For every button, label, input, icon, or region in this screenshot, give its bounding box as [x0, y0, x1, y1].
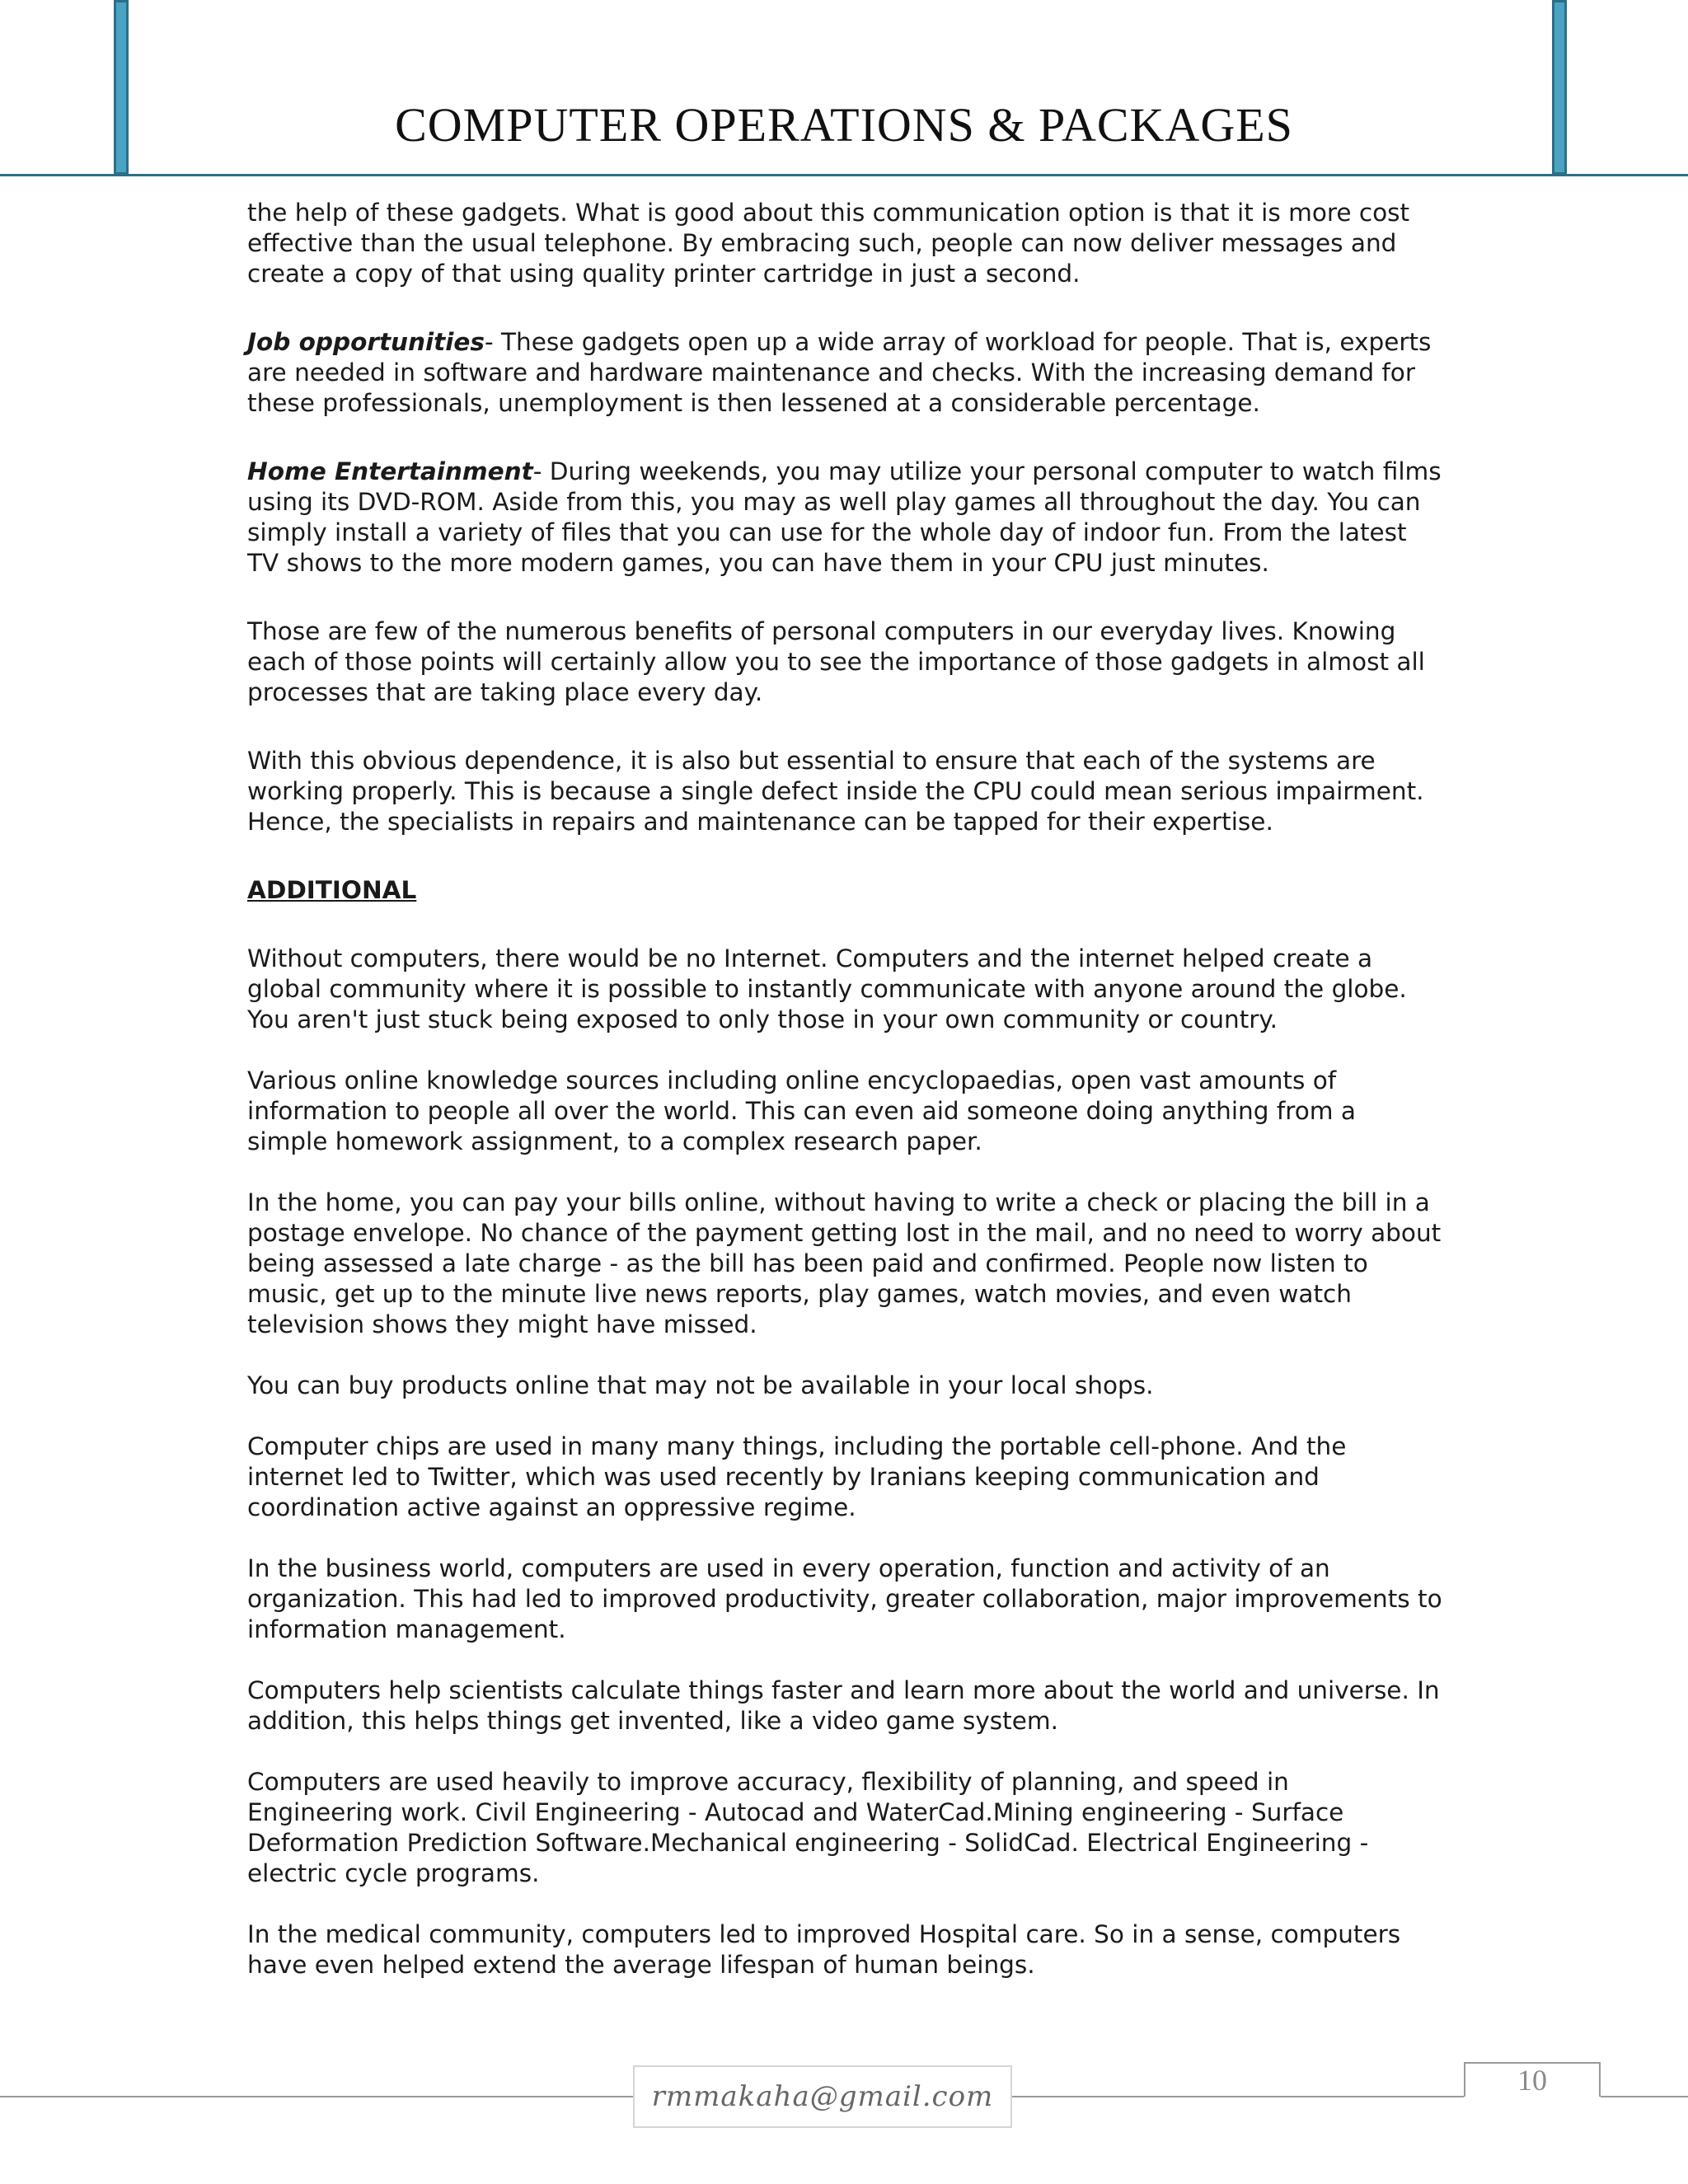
paragraph-knowledge-sources: Various online knowledge sources including online encyclopaedias, open vast amounts of information to people all over the world. This can even aid someone doing anything from a simple homework assignment, to a complex research paper. — [247, 1066, 1356, 1155]
paragraph-engineering: Computers are used heavily to improve accuracy, flexibility of planning, and speed in Engineering work. Civil Engineering - Autocad and WaterCad.Mining engineering - Surface Deformation Prediction Software.Mechanical engineering - SolidCad. Electrical Engineering - electric cycle programs. — [247, 1768, 1369, 1887]
document-body — [247, 198, 1442, 2011]
page-header-title: COMPUTER OPERATIONS & PACKAGES — [395, 98, 1293, 152]
paragraph-home-bills: In the home, you can pay your bills online, without having to write a check or placing the bill in a postage envelope. No chance of the payment getting lost in the mail, and no need to worry about being assessed a late charge - as the bill has been paid and confirmed. People now listen to music, get up to the minute live news reports, play games, watch movies, and even watch television shows they might have missed. — [247, 1188, 1442, 1338]
lead-job-opportunities: Job opportunities — [247, 328, 485, 356]
paragraph-communication: the help of these gadgets. What is good about this communication option is that it is more cost effective than the usual telephone. By embracing such, people can now deliver messages and create a copy of that using quality printer cartridge in just a second. — [247, 199, 1410, 288]
section-heading-additional: ADDITIONAL — [247, 876, 417, 904]
page-number: 10 — [1464, 2062, 1601, 2097]
header-divider — [0, 174, 1688, 176]
paragraph-scientists: Computers help scientists calculate things faster and learn more about the world and universe. In addition, this helps things get invented, like a video game system. — [247, 1676, 1440, 1735]
paragraph-dependence: With this obvious dependence, it is also but essential to ensure that each of the systems are working properly. This is because a single defect inside the CPU could mean serious impairment. Hence, the specialists in repairs and maintenance can be tapped for their expertise. — [247, 747, 1424, 836]
text-job-opportunities: - These gadgets open up a wide array of workload for people. That is, experts are needed in software and hardware maintenance and checks. With the increasing demand for these professionals, unemployment is then lessened at a considerable percentage. — [247, 328, 1432, 417]
footer-divider-left — [0, 2096, 633, 2097]
paragraph-home-entertainment — [247, 457, 1442, 579]
paragraph-medical: In the medical community, computers led to improved Hospital care. So in a sense, computers have even helped extend the average lifespan of human beings. — [247, 1920, 1401, 1979]
lead-home-entertainment: Home Entertainment — [247, 457, 533, 485]
paragraph-computer-chips: Computer chips are used in many many things, including the portable cell-phone. And the internet led to Twitter, which was used recently by Iranians keeping communication and coordination active against an oppressive regime. — [247, 1432, 1347, 1521]
footer-divider-right — [1012, 2096, 1464, 2097]
paragraph-benefits-summary: Those are few of the numerous benefits of personal computers in our everyday lives. Knowing each of those points will certainly allow you to see the importance of those gadgets in almost all processes that are taking place every day. — [247, 617, 1425, 706]
text-home-entertainment: - During weekends, you may utilize your personal computer to watch films using its DVD-ROM. Aside from this, you may as well play games all throughout the day. You can simply install a variety of files that you can use for the whole day of indoor fun. From the latest TV shows to the more modern games, you can have them in your CPU just minutes. — [247, 457, 1442, 577]
paragraph-internet: Without computers, there would be no Internet. Computers and the internet helped create a global community where it is possible to instantly communicate with anyone around the globe. You aren't just stuck being exposed to only those in your own community or country. — [247, 944, 1407, 1033]
footer-divider-end — [1601, 2096, 1688, 2097]
paragraph-online-shopping: You can buy products online that may not be available in your local shops. — [247, 1371, 1154, 1399]
paragraph-job-opportunities — [247, 327, 1442, 419]
footer-email: rmmakaha@gmail.com — [633, 2065, 1012, 2128]
paragraph-business-world: In the business world, computers are used in every operation, function and activity of an organization. This had led to improved productivity, greater collaboration, major improvements to information management. — [247, 1554, 1442, 1643]
